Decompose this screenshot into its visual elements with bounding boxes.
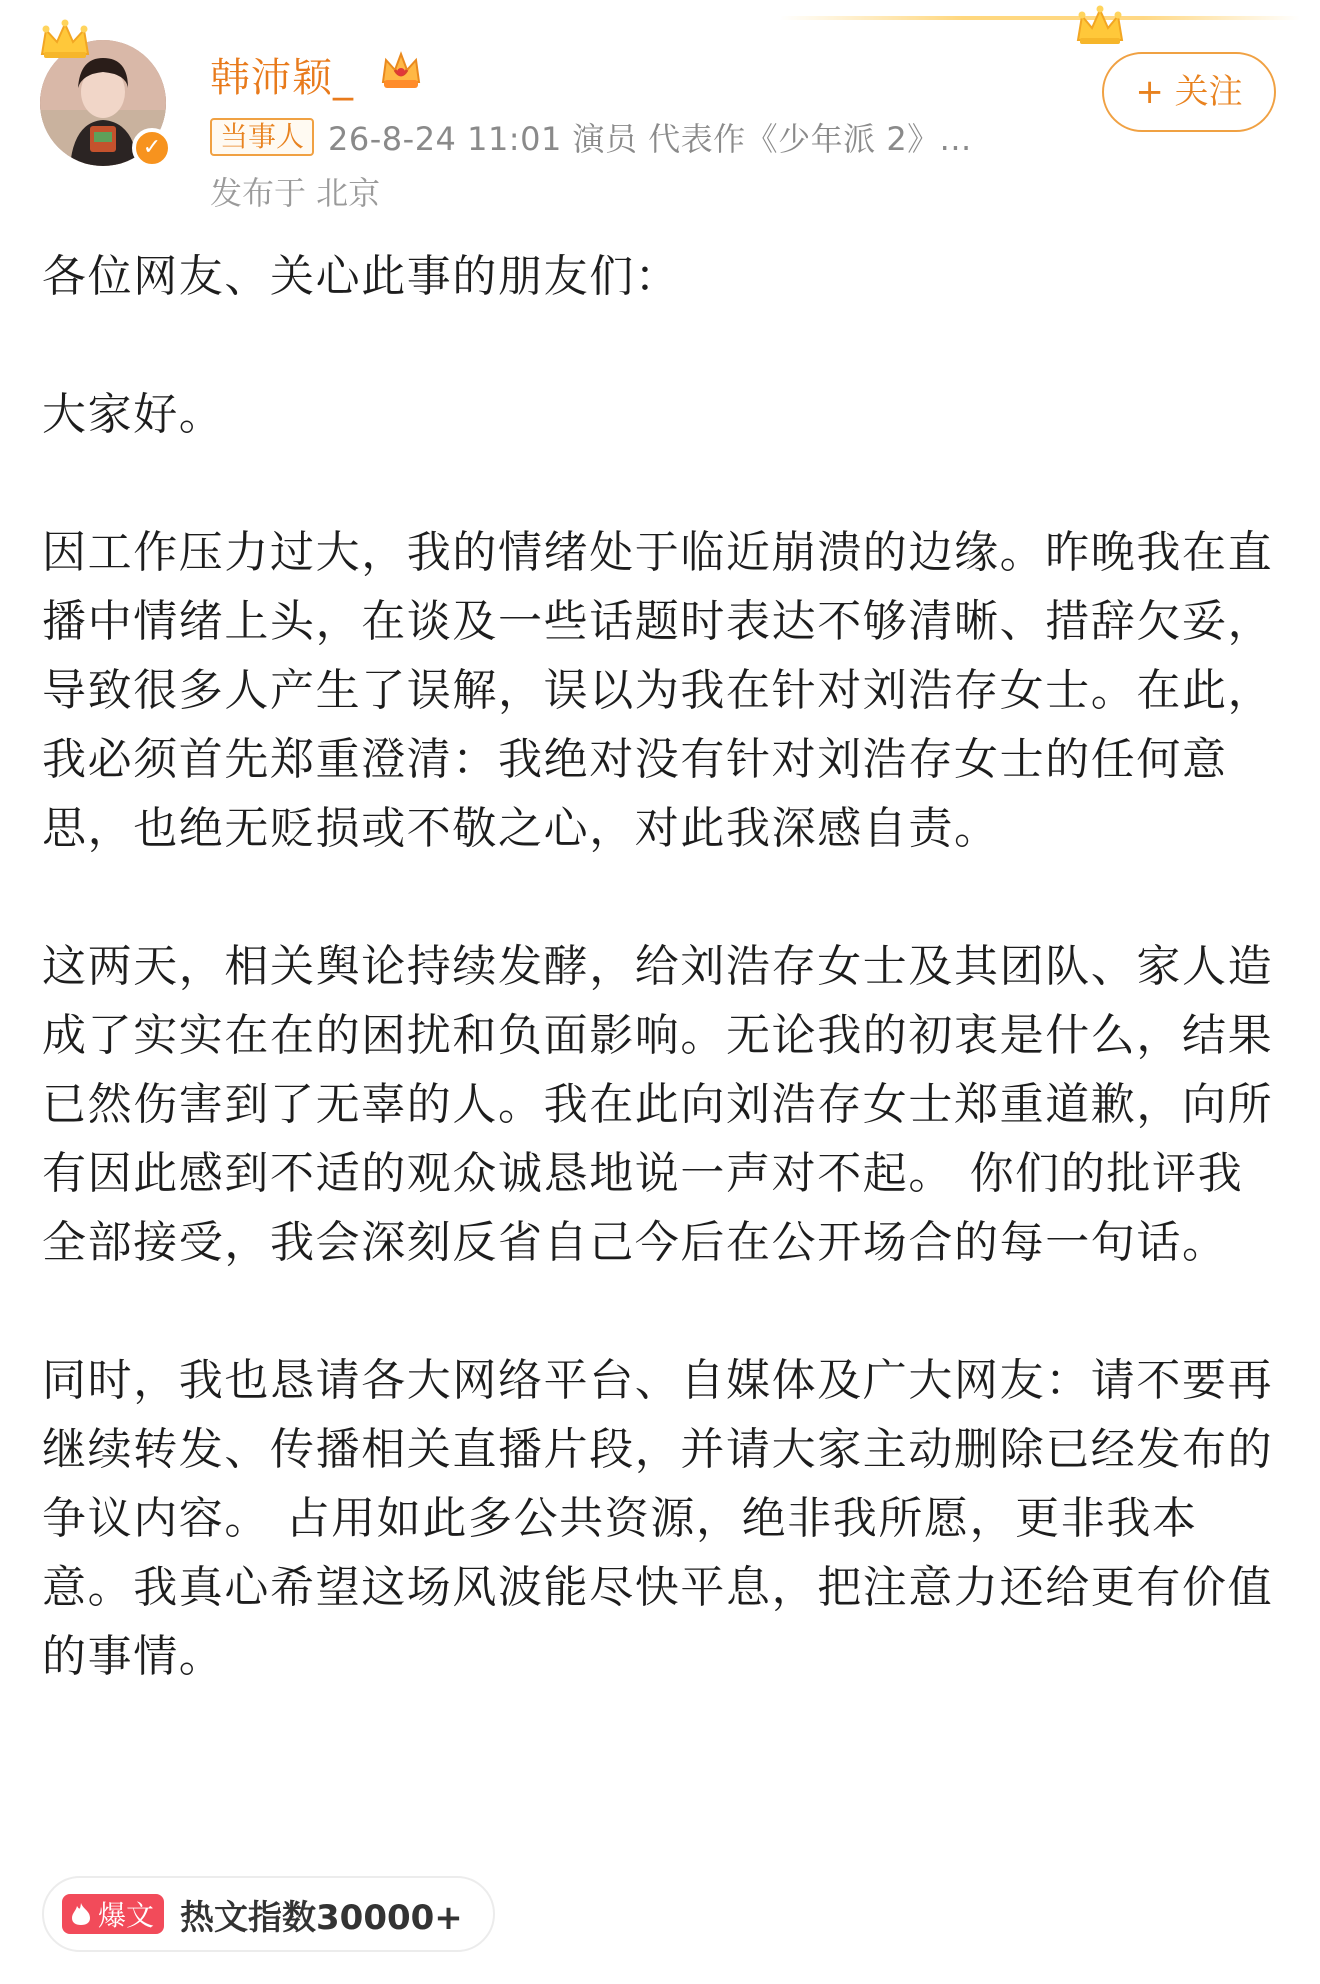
post-time-and-bio: 26-8-24 11:01 演员 代表作《少年派 2》... <box>328 120 972 158</box>
hot-index-text: 热文指数30000+ <box>180 1897 463 1938</box>
party-tag: 当事人 <box>210 118 314 156</box>
post-paragraph: 因工作压力过大，我的情绪处于临近崩溃的边缘。昨晚我在直播中情绪上头，在谈及一些话题时表达不够清晰、措辞欠妥，导致很多人产生了误解，误以为我在针对刘浩存女士。在此，我必须首先郑重澄清：我绝对没有针对刘浩存女士的任何意思，也绝无贬损或不敬之心，对此我深感自责。 <box>42 527 1274 854</box>
post-paragraph: 同时，我也恳请各大网络平台、自媒体及广大网友：请不要再继续转发、传播相关直播片段，并请大家主动删除已经发布的争议内容。 占用如此多公共资源，绝非我所愿，更非我本意。我真心希望这场风波能尽快平息，把注意力还给更有价值的事情。 <box>42 1355 1274 1682</box>
author-name[interactable]: 韩沛颖_ <box>210 55 354 101</box>
hot-tag <box>62 1894 164 1934</box>
hot-tag-label: 爆文 <box>98 1899 155 1932</box>
post-content <box>42 242 1282 1691</box>
top-gold-decoration <box>780 16 1300 20</box>
hot-index-badge[interactable] <box>42 1876 495 1952</box>
avatar-crown-icon <box>36 18 94 62</box>
post-location: 发布于 北京 <box>210 174 381 212</box>
author-avatar-group[interactable] <box>40 34 170 164</box>
post-paragraph: 大家好。 <box>42 389 225 440</box>
vip-crown-icon[interactable] <box>378 50 424 92</box>
flame-icon <box>70 1902 92 1926</box>
post-paragraph: 这两天，相关舆论持续发酵，给刘浩存女士及其团队、家人造成了实实在在的困扰和负面影响。无论我的初衷是什么，结果已然伤害到了无辜的人。我在此向刘浩存女士郑重道歉，向所有因此感到不适的观众诚恳地说一声对不起。 你们的批评我全部接受，我会深刻反省自己今后在公开场合的每一句话。 <box>42 941 1274 1268</box>
post-paragraph: 各位网友、关心此事的朋友们： <box>42 251 681 302</box>
follow-button[interactable]: + 关注 <box>1102 52 1276 132</box>
post-meta-row <box>210 116 972 158</box>
crown-decoration-icon <box>1072 4 1128 48</box>
verified-orange-icon: ✓ <box>132 128 172 168</box>
